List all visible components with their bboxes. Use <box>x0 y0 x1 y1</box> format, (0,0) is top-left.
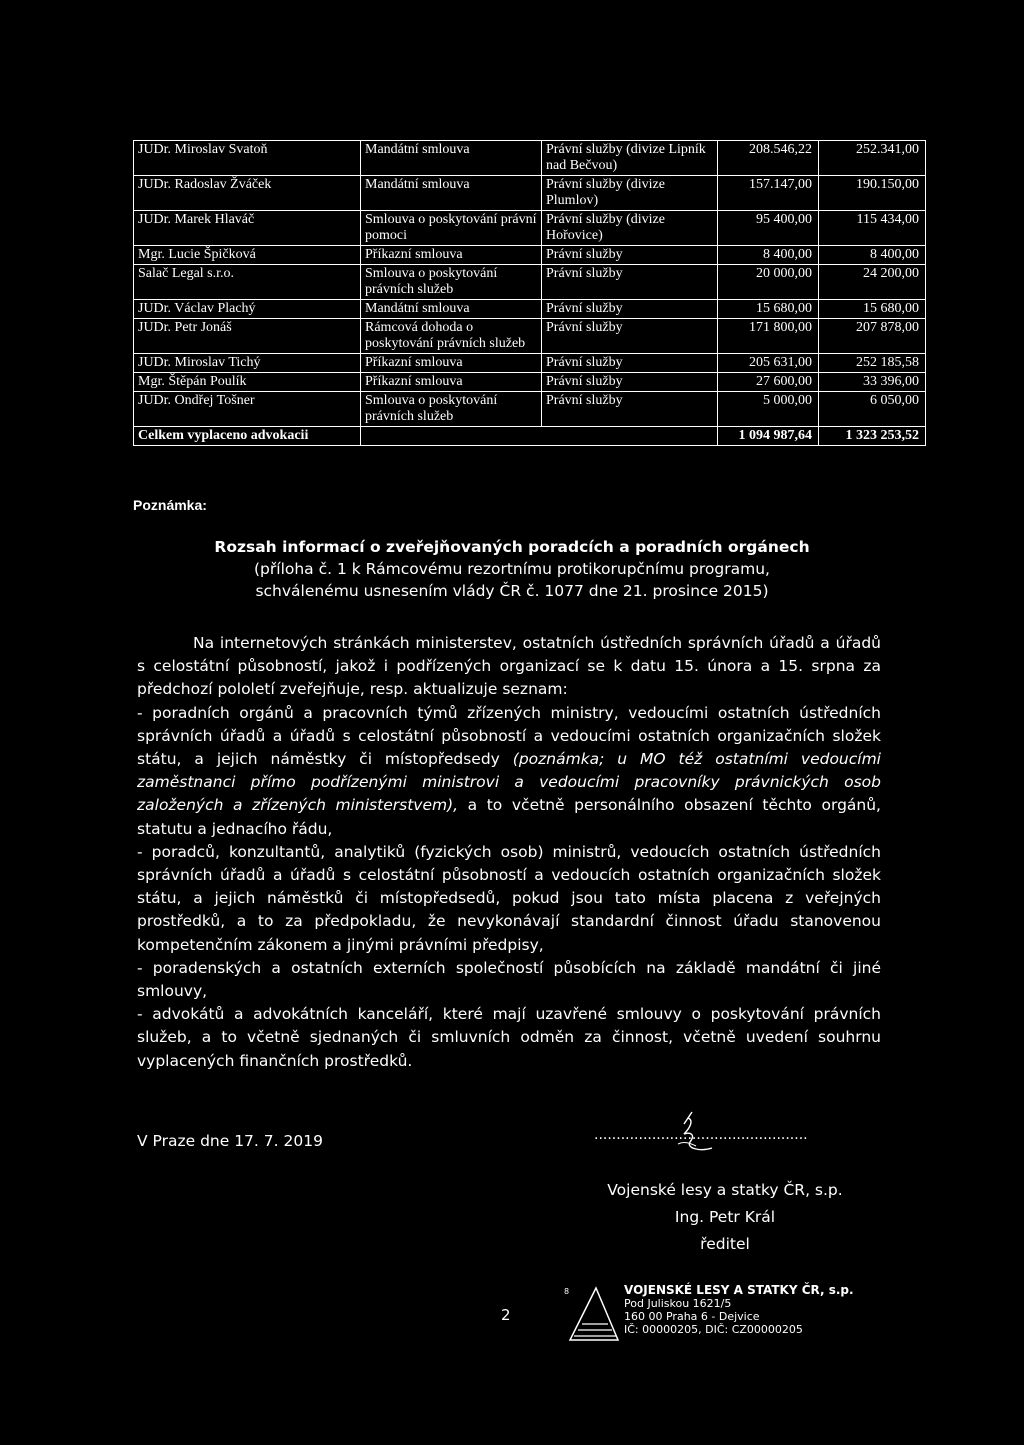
body-text <box>137 632 881 1073</box>
cell-amount-excl-vat: 5 000,00 <box>718 392 819 427</box>
cell-amount-incl-vat: 252 185,58 <box>819 354 926 373</box>
cell-amount-excl-vat: 157.147,00 <box>718 176 819 211</box>
cell-service: Právní služby <box>542 354 718 373</box>
cell-contract-type: Mandátní smlouva <box>361 176 542 211</box>
cell-name: JUDr. Ondřej Tošner <box>134 392 361 427</box>
cell-amount-incl-vat: 33 396,00 <box>819 373 926 392</box>
cell-contract-type: Příkazní smlouva <box>361 354 542 373</box>
total-amount-excl-vat: 1 094 987,64 <box>718 427 819 446</box>
cell-contract-type: Smlouva o poskytování právních služeb <box>361 392 542 427</box>
item1-text-end: a to včetně personálního obsazení těchto orgánů, statutu a jednacího řádu, <box>137 796 881 838</box>
advocacy-table-body <box>134 141 926 446</box>
cell-contract-type: Příkazní smlouva <box>361 246 542 265</box>
cell-service: Právní služby (divize Hořovice) <box>542 211 718 246</box>
cell-service: Právní služby <box>542 246 718 265</box>
item1-text-start: - poradních orgánů a pracovních týmů zřízených ministry, vedoucími ostatních ústředních správních úřadů a úřadů s celostátní působností a vedoucími ostatních organizačních složek státu, a jejich náměstky či místopředsedy <box>137 703 881 769</box>
signatory-name: Ing. Petr Král <box>674 1208 776 1226</box>
table-row <box>134 211 926 246</box>
cell-name: JUDr. Václav Plachý <box>134 300 361 319</box>
cell-contract-type: Mandátní smlouva <box>361 300 542 319</box>
list-item-advisors: - poradců, konzultantů, analytiků (fyzických osob) ministrů, vedoucích ostatních ústředních správních úřadů a úřadů s celostátní působností a vedoucích ostatních organizačních složek státu, a jejich náměstků či místopředsedů, pokud jsou tato místa placena z veřejných prostředků, a to za předpokladu, že nevykonávají standardní činnost úřadu stanovenou kompetenčním zákonem a jinými právními předpisy, <box>137 842 881 954</box>
table-row <box>134 354 926 373</box>
cell-amount-excl-vat: 15 680,00 <box>718 300 819 319</box>
total-amount-incl-vat: 1 323 253,52 <box>819 427 926 446</box>
table-row <box>134 319 926 354</box>
cell-amount-incl-vat: 190.150,00 <box>819 176 926 211</box>
cell-name: JUDr. Petr Jonáš <box>134 319 361 354</box>
intro-paragraph: Na internetových stránkách ministerstev, ostatních ústředních správních úřadů a úřadů s celostátní působností, jakož i podřízených organizací se k datu 15. února a 15. srpna za předchozí pololetí zveřejňuje, resp. aktualizuje seznam: <box>137 634 881 699</box>
cell-amount-incl-vat: 24 200,00 <box>819 265 926 300</box>
cell-service: Právní služby (divize Plumlov) <box>542 176 718 211</box>
table-row <box>134 300 926 319</box>
cell-name: JUDr. Marek Hlaváč <box>134 211 361 246</box>
signature-line: ................................................ <box>594 1127 808 1143</box>
list-item-lawyers: - advokátů a advokátních kanceláří, které mají uzavřené smlouvy o poskytování právních služeb, a to včetně sjednaných či smluvních odměn za činnost, včetně uvedení souhrnu vyplacených finančních prostředků. <box>137 1005 881 1070</box>
table-row <box>134 392 926 427</box>
cell-service: Právní služby <box>542 300 718 319</box>
table-row <box>134 265 926 300</box>
cell-contract-type: Příkazní smlouva <box>361 373 542 392</box>
cell-name: Mgr. Lucie Špičková <box>134 246 361 265</box>
signatory-role: ředitel <box>700 1235 750 1253</box>
cell-amount-incl-vat: 6 050,00 <box>819 392 926 427</box>
cell-amount-incl-vat: 8 400,00 <box>819 246 926 265</box>
stamp-line-3: 160 00 Praha 6 - Dejvice <box>624 1310 760 1323</box>
cell-amount-excl-vat: 8 400,00 <box>718 246 819 265</box>
list-item-companies: - poradenských a ostatních externích společností působících na základě mandátní či jiné smlouvy, <box>137 958 881 1001</box>
cell-name: Mgr. Štěpán Poulík <box>134 373 361 392</box>
item1-note: (poznámka; u MO též ostatními vedoucími zaměstnanci přímo podřízenými ministrovi a vedoucími pracovníky právnických osob založených a zřízených ministerstvem), <box>137 750 881 815</box>
handwritten-signature <box>660 1108 730 1158</box>
cell-name: JUDr. Radoslav Žváček <box>134 176 361 211</box>
table-row <box>134 176 926 211</box>
cell-name: JUDr. Miroslav Tichý <box>134 354 361 373</box>
cell-amount-excl-vat: 208.546,22 <box>718 141 819 176</box>
total-empty-cell <box>361 427 718 446</box>
stamp-text <box>624 1284 854 1336</box>
stamp-line-2: Pod Juliskou 1621/5 <box>624 1297 732 1310</box>
section-heading <box>0 536 1024 602</box>
cell-amount-incl-vat: 207 878,00 <box>819 319 926 354</box>
advocacy-table-wrapper <box>133 140 925 446</box>
note-label: Poznámka: <box>133 497 207 513</box>
total-label: Celkem vyplaceno advokacii <box>134 427 361 446</box>
cell-amount-excl-vat: 20 000,00 <box>718 265 819 300</box>
cell-name: JUDr. Miroslav Svatoň <box>134 141 361 176</box>
cell-amount-excl-vat: 95 400,00 <box>718 211 819 246</box>
cell-amount-incl-vat: 15 680,00 <box>819 300 926 319</box>
page-number: 2 <box>501 1306 511 1324</box>
cell-contract-type: Mandátní smlouva <box>361 141 542 176</box>
cell-service: Právní služby <box>542 265 718 300</box>
cell-contract-type: Rámcová dohoda o poskytování právních služeb <box>361 319 542 354</box>
cell-amount-incl-vat: 115 434,00 <box>819 211 926 246</box>
heading-line-2: (příloha č. 1 k Rámcovému rezortnímu protikorupčnímu programu, <box>254 560 770 578</box>
cell-service: Právní služby <box>542 373 718 392</box>
stamp-line-1: VOJENSKÉ LESY A STATKY ČR, s.p. <box>624 1283 854 1297</box>
signatory-organization: Vojenské lesy a statky ČR, s.p. <box>607 1181 843 1199</box>
document-date: V Praze dne 17. 7. 2019 <box>137 1132 323 1150</box>
cell-service: Právní služby <box>542 392 718 427</box>
heading-line-3: schválenému usnesením vlády ČR č. 1077 dne 21. prosince 2015) <box>255 582 769 600</box>
cell-amount-excl-vat: 171 800,00 <box>718 319 819 354</box>
cell-amount-incl-vat: 252.341,00 <box>819 141 926 176</box>
advocacy-table <box>133 140 926 446</box>
svg-text:8: 8 <box>564 1287 570 1296</box>
cell-service: Právní služby <box>542 319 718 354</box>
table-row <box>134 141 926 176</box>
table-row <box>134 246 926 265</box>
stamp-line-4: IČ: 00000205, DIČ: CZ00000205 <box>624 1323 803 1336</box>
stamp-logo-icon <box>560 1284 620 1348</box>
cell-contract-type: Smlouva o poskytování právních služeb <box>361 265 542 300</box>
cell-amount-excl-vat: 205 631,00 <box>718 354 819 373</box>
table-total-row <box>134 427 926 446</box>
cell-service: Právní služby (divize Lipník nad Bečvou) <box>542 141 718 176</box>
cell-contract-type: Smlouva o poskytování právní pomoci <box>361 211 542 246</box>
signature-block <box>580 1177 870 1258</box>
cell-name: Salač Legal s.r.o. <box>134 265 361 300</box>
heading-title: Rozsah informací o zveřejňovaných poradcích a poradních orgánech <box>214 538 810 556</box>
table-row <box>134 373 926 392</box>
list-item-advisory-bodies <box>137 702 881 841</box>
cell-amount-excl-vat: 27 600,00 <box>718 373 819 392</box>
company-stamp <box>560 1278 860 1378</box>
